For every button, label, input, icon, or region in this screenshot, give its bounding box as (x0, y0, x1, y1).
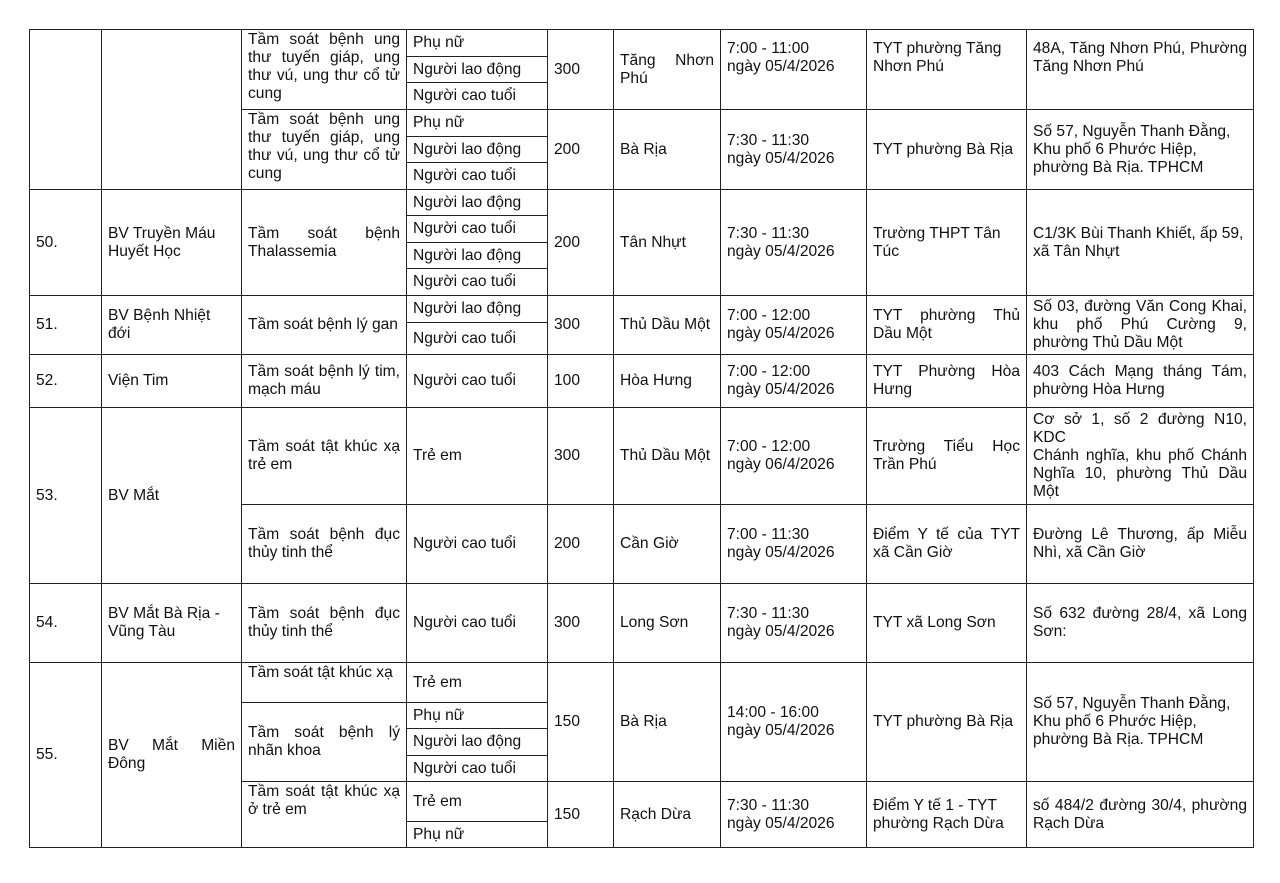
time-cell: 7:30 - 11:30 ngày 05/4/2026 (721, 190, 867, 296)
place-cell: Bà Rịa (614, 110, 721, 190)
address-cell: Đường Lê Thương, ấp Miễu Nhì, xã Cần Giờ (1027, 505, 1254, 584)
group-cell: Người lao động (407, 729, 548, 756)
screening-schedule-table (29, 29, 1254, 848)
venue-cell: TYT phường Bà Rịa (867, 663, 1027, 782)
no-cell: 54. (30, 584, 102, 663)
venue-cell: Điểm Y tế của TYT xã Cần Giờ (867, 505, 1027, 584)
qty-cell: 200 (548, 190, 614, 296)
qty-cell: 150 (548, 663, 614, 782)
group-cell: Người cao tuổi (407, 505, 548, 584)
screening-cell: Tầm soát bệnh ung thư tuyến giáp, ung thư vú, ung thư cổ tử cung (242, 30, 407, 110)
place-cell: Tân Nhựt (614, 190, 721, 296)
place-cell: Long Sơn (614, 584, 721, 663)
group-cell: Người cao tuổi (407, 269, 548, 296)
group-cell: Trẻ em (407, 408, 548, 505)
address-cell: Số 03, đường Văn Cong Khai, khu phố Phú Cường 9, phường Thủ Dầu Một (1027, 296, 1254, 355)
group-cell: Người cao tuổi (407, 216, 548, 243)
address-cell: 403 Cách Mạng tháng Tám, phường Hòa Hưng (1027, 355, 1254, 408)
table-row (30, 408, 1254, 505)
time-cell: 7:00 - 11:30 ngày 05/4/2026 (721, 505, 867, 584)
hospital-cell: BV Bệnh Nhiệt đới (102, 296, 242, 355)
table-row (30, 663, 1254, 703)
qty-cell: 300 (548, 30, 614, 110)
venue-cell: Trường Tiểu Học Trần Phú (867, 408, 1027, 505)
screening-cell: Tầm soát bệnh lý gan (242, 296, 407, 355)
group-cell: Người cao tuổi (407, 756, 548, 782)
qty-cell: 200 (548, 505, 614, 584)
address-cell: số 484/2 đường 30/4, phường Rạch Dừa (1027, 782, 1254, 848)
place-cell: Thủ Dầu Một (614, 408, 721, 505)
venue-cell: Trường THPT Tân Túc (867, 190, 1027, 296)
table-row (30, 30, 1254, 57)
screening-cell: Tầm soát tật khúc xạ ở trẻ em (242, 782, 407, 848)
group-cell: Người lao động (407, 57, 548, 83)
group-cell: Người cao tuổi (407, 83, 548, 110)
group-cell: Phụ nữ (407, 110, 548, 137)
place-cell: Thủ Dầu Một (614, 296, 721, 355)
qty-cell: 300 (548, 584, 614, 663)
qty-cell: 200 (548, 110, 614, 190)
hospital-cell: BV Mắt Miền Đông (102, 663, 242, 848)
venue-cell: TYT xã Long Sơn (867, 584, 1027, 663)
address-cell: C1/3K Bùi Thanh Khiết, ấp 59, xã Tân Nhựt (1027, 190, 1254, 296)
place-cell: Rạch Dừa (614, 782, 721, 848)
no-cell (30, 30, 102, 190)
hospital-cell: BV Mắt (102, 408, 242, 584)
group-cell: Người cao tuổi (407, 163, 548, 190)
place-cell: Bà Rịa (614, 663, 721, 782)
group-cell: Phụ nữ (407, 703, 548, 729)
qty-cell: 100 (548, 355, 614, 408)
no-cell: 55. (30, 663, 102, 848)
venue-cell: TYT Phường Hòa Hưng (867, 355, 1027, 408)
time-cell: 7:00 - 12:00 ngày 05/4/2026 (721, 296, 867, 355)
time-cell: 7:00 - 11:00 ngày 05/4/2026 (721, 30, 867, 110)
time-cell: 7:00 - 12:00 ngày 06/4/2026 (721, 408, 867, 505)
address-cell: Số 57, Nguyễn Thanh Đằng, Khu phố 6 Phước Hiệp, phường Bà Rịa. TPHCM (1027, 110, 1254, 190)
screening-cell: Tầm soát bệnh lý nhãn khoa (242, 703, 407, 782)
no-cell: 53. (30, 408, 102, 584)
group-cell: Phụ nữ (407, 30, 548, 57)
screening-cell: Tầm soát bệnh đục thủy tinh thể (242, 584, 407, 663)
hospital-cell: BV Mắt Bà Rịa - Vũng Tàu (102, 584, 242, 663)
screening-cell: Tầm soát bệnh đục thủy tinh thể (242, 505, 407, 584)
screening-cell: Tầm soát bệnh Thalassemia (242, 190, 407, 296)
venue-cell: TYT phường Tăng Nhơn Phú (867, 30, 1027, 110)
table-row (30, 190, 1254, 216)
group-cell: Người cao tuổi (407, 323, 548, 355)
time-cell: 7:30 - 11:30 ngày 05/4/2026 (721, 584, 867, 663)
table-row (30, 584, 1254, 663)
no-cell: 50. (30, 190, 102, 296)
place-cell: Tăng Nhơn Phú (614, 30, 721, 110)
venue-cell: TYT phường Thủ Dầu Một (867, 296, 1027, 355)
hospital-cell (102, 30, 242, 190)
hospital-cell: BV Truyền Máu Huyết Học (102, 190, 242, 296)
qty-cell: 300 (548, 408, 614, 505)
time-cell: 14:00 - 16:00 ngày 05/4/2026 (721, 663, 867, 782)
screening-cell: Tầm soát bệnh lý tim, mạch máu (242, 355, 407, 408)
group-cell: Người cao tuổi (407, 355, 548, 408)
group-cell: Trẻ em (407, 782, 548, 822)
group-cell: Trẻ em (407, 663, 548, 703)
no-cell: 51. (30, 296, 102, 355)
group-cell: Người lao động (407, 243, 548, 269)
time-cell: 7:00 - 12:00 ngày 05/4/2026 (721, 355, 867, 408)
qty-cell: 150 (548, 782, 614, 848)
address-cell: Số 632 đường 28/4, xã Long Sơn: (1027, 584, 1254, 663)
place-cell: Hòa Hưng (614, 355, 721, 408)
qty-cell: 300 (548, 296, 614, 355)
group-cell: Người cao tuổi (407, 584, 548, 663)
screening-cell: Tầm soát tật khúc xạ (242, 663, 407, 703)
group-cell: Phụ nữ (407, 822, 548, 848)
address-cell: Cơ sở 1, số 2 đường N10, KDC Chánh nghĩa, khu phố Chánh Nghĩa 10, phường Thủ Dầu Một (1027, 408, 1254, 505)
no-cell: 52. (30, 355, 102, 408)
group-cell: Người lao động (407, 137, 548, 163)
address-cell: 48A, Tăng Nhơn Phú, Phường Tăng Nhơn Phú (1027, 30, 1254, 110)
venue-cell: Điểm Y tế 1 - TYT phường Rạch Dừa (867, 782, 1027, 848)
venue-cell: TYT phường Bà Rịa (867, 110, 1027, 190)
address-cell: Số 57, Nguyễn Thanh Đằng, Khu phố 6 Phước Hiệp, phường Bà Rịa. TPHCM (1027, 663, 1254, 782)
time-cell: 7:30 - 11:30 ngày 05/4/2026 (721, 782, 867, 848)
group-cell: Người lao động (407, 190, 548, 216)
screening-cell: Tầm soát bệnh ung thư tuyến giáp, ung thư vú, ung thư cổ tử cung (242, 110, 407, 190)
place-cell: Cần Giờ (614, 505, 721, 584)
table-row (30, 296, 1254, 323)
table-row (30, 355, 1254, 408)
group-cell: Người lao động (407, 296, 548, 323)
time-cell: 7:30 - 11:30 ngày 05/4/2026 (721, 110, 867, 190)
hospital-cell: Viện Tim (102, 355, 242, 408)
screening-cell: Tầm soát tật khúc xạ trẻ em (242, 408, 407, 505)
